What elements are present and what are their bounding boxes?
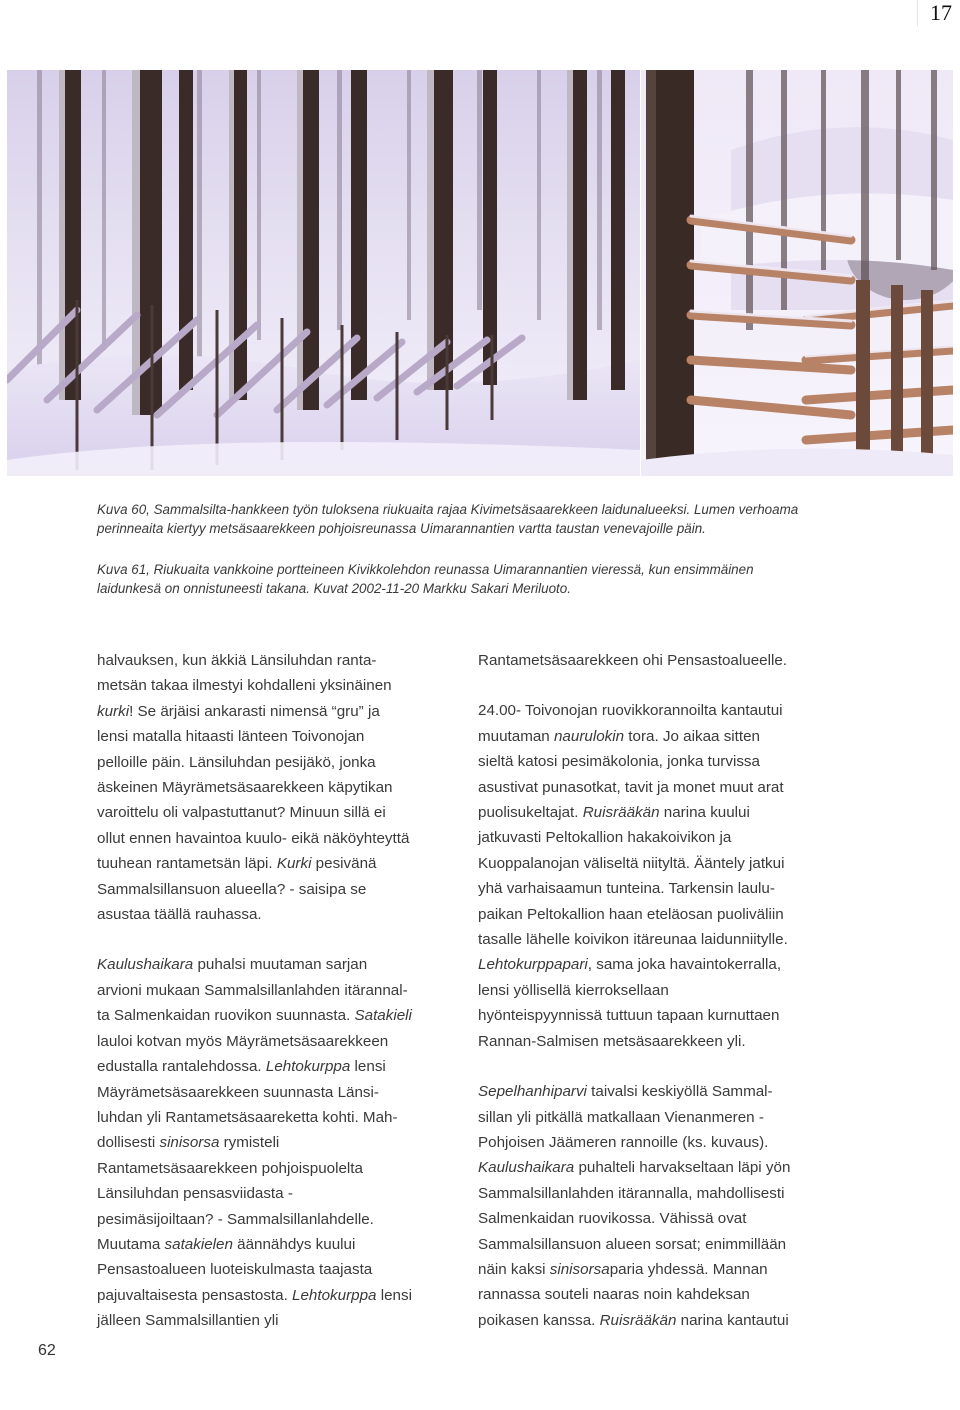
text-line: [478, 1181, 848, 1206]
text-line: [97, 1029, 467, 1054]
text-segment: pesivänä: [311, 855, 377, 873]
text-line: [97, 775, 467, 800]
caption-kuva-61: Kuva 61, Riukuaita vankkoine portteineen Kivikkolehdon reunassa Uimarannantien vieressä, kun ensimmäinen laidunkesä on onnistuneesti takana. Kuvat 2002-11-20 Markku Sakari Meriluoto.: [97, 562, 754, 596]
text-segment: varoittelu oli valpastuttanut? Minuun sillä ei: [97, 804, 386, 822]
text-segment: paria yhdessä. Mannan: [609, 1260, 768, 1278]
text-segment: Kuoppalanojan väliseltä niityltä. Ääntely jatkui: [478, 854, 785, 872]
species-name: sinisorsa: [549, 1260, 610, 1278]
paragraph: [97, 648, 467, 927]
text-line: [97, 1207, 467, 1232]
text-segment: sillan yli pitkällä matkallaan Vienanmeren -: [478, 1108, 764, 1126]
text-line: [97, 1232, 467, 1257]
text-segment: näin kaksi: [478, 1260, 550, 1278]
text-segment: lauloi kotvan myös Mäyrämetsäsaarekkeen: [97, 1032, 389, 1050]
species-name: naurulokin: [553, 727, 625, 745]
photo-fence-gate: [641, 70, 953, 476]
text-segment: Salmenkaidan ruovikossa. Vähissä ovat: [478, 1210, 747, 1228]
text-line: [97, 800, 467, 825]
text-line: [478, 1105, 848, 1130]
species-name: kurki: [97, 702, 130, 720]
text-segment: jatkuvasti Peltokallion hakakoivikon ja: [478, 829, 732, 847]
text-segment: Muutama: [97, 1235, 165, 1253]
text-column-left: [97, 648, 467, 1359]
text-line: [97, 1054, 467, 1079]
text-segment: rannassa souteli naaras noin kahdeksan: [478, 1286, 750, 1304]
text-segment: arvioni mukaan Sammalsillanlahden itärannal-: [97, 981, 408, 999]
text-line: [97, 699, 467, 724]
text-segment: yhä varhaisaamun tunteina. Tarkensin laulu-: [478, 880, 775, 898]
species-name: Sepelhanhiparvi: [478, 1083, 587, 1101]
text-segment: halvauksen, kun äkkiä Länsiluhdan ranta-: [97, 652, 377, 669]
text-segment: Sammalsillansuon alueen sorsat; enimmillään: [478, 1235, 787, 1253]
text-segment: Sammalsillansuon alueella? - saisipa se: [97, 880, 367, 898]
text-line: [97, 877, 467, 902]
text-line: [478, 1003, 848, 1028]
text-segment: asustivat punasotkat, tavit ja monet muut arat: [478, 778, 784, 796]
text-segment: pesimäsijoiltaan? - Sammalsillanlahdelle.: [97, 1210, 374, 1228]
text-segment: tora. Jo aikaa sitten: [624, 727, 760, 745]
text-segment: narina kuului: [659, 804, 750, 822]
text-line: [478, 825, 848, 850]
text-line: [478, 1282, 848, 1307]
text-line: [97, 750, 467, 775]
text-segment: asustaa täällä rauhassa.: [97, 906, 262, 924]
text-line: [478, 749, 848, 774]
text-line: [97, 952, 467, 977]
species-name: Lehtokurppa: [265, 1058, 351, 1076]
text-segment: puolisukeltajat.: [478, 804, 583, 822]
text-line: [97, 851, 467, 876]
text-segment: Rantametsäsaarekkeen ohi Pensastoalueelle.: [478, 652, 788, 669]
text-line: [97, 978, 467, 1003]
species-name: Satakieli: [354, 1007, 412, 1025]
text-segment: Rantametsäsaarekkeen pohjoispuolelta: [97, 1159, 363, 1177]
caption-kuva-60: Kuva 60, Sammalsilta-hankkeen työn tuloksena riukuaita rajaa Kivimetsäsaarekkeen laidunalueeksi. Lumen verhoama perinneaita kiertyy metsäsaarekkeen pohjoisreunassa Uimarannantien vartta taustan venevajoille päin.: [97, 502, 799, 536]
page-number: 62: [38, 1342, 56, 1359]
species-name: Kaulushaikara: [478, 1159, 575, 1177]
text-line: [478, 1130, 848, 1155]
text-line: [97, 673, 467, 698]
text-segment: metsän takaa ilmestyi kohdalleni yksinäinen: [97, 677, 392, 695]
text-line: [478, 1155, 848, 1180]
paragraph: [478, 648, 848, 673]
text-line: [97, 826, 467, 851]
text-line: [478, 775, 848, 800]
pdf-page-number: 17: [917, 0, 960, 26]
text-line: [97, 1283, 467, 1308]
text-segment: taivalsi keskiyöllä Sammal-: [586, 1083, 773, 1101]
species-name: Ruisrääkän: [599, 1311, 677, 1329]
text-segment: lensi: [350, 1058, 386, 1076]
text-line: [478, 698, 848, 723]
text-segment: äskeinen Mäyrämetsäsaarekkeen käpytikan: [97, 779, 393, 797]
text-line: [97, 1156, 467, 1181]
text-segment: ! Se ärjäisi ankarasti nimensä “gru” ja: [129, 702, 380, 720]
text-line: [478, 1232, 848, 1257]
text-segment: ollut ennen havaintoa kuulo- eikä näköyhteyttä: [97, 829, 410, 847]
text-line: [478, 851, 848, 876]
text-segment: Mäyrämetsäsaarekkeen suunnasta Länsi-: [97, 1083, 379, 1101]
text-segment: paikan Peltokallion haan eteläosan puoliväliin: [478, 905, 784, 923]
text-line: [97, 724, 467, 749]
text-segment: , sama joka havaintokerralla,: [587, 956, 782, 974]
text-line: [97, 902, 467, 927]
text-line: [478, 1029, 848, 1054]
text-column-right: [478, 648, 848, 1358]
text-segment: pajuvaltaisesta pensastosta.: [97, 1286, 293, 1304]
text-segment: Länsiluhdan pensasviidasta -: [97, 1185, 293, 1203]
text-segment: edustalla rantalehdossa.: [97, 1058, 266, 1076]
photo-strip: [7, 70, 953, 476]
paragraph: [478, 698, 848, 1054]
text-segment: lensi yöllisellä kierroksellaan: [478, 981, 669, 999]
text-line: [97, 1257, 467, 1282]
text-segment: sieltä katosi pesimäkolonia, jonka turvissa: [478, 753, 760, 771]
species-name: Lehtokurppapari: [478, 956, 588, 974]
text-segment: poikasen kanssa.: [478, 1311, 600, 1329]
text-line: [478, 952, 848, 977]
text-line: [478, 800, 848, 825]
text-line: [478, 1079, 848, 1104]
text-segment: dollisesti: [97, 1134, 160, 1152]
text-segment: narina kantautui: [676, 1311, 789, 1329]
paragraph: [97, 952, 467, 1333]
text-segment: lensi matalla hitaasti länteen Toivonojan: [97, 728, 365, 746]
species-name: satakielen: [164, 1235, 233, 1253]
photo-captions: [97, 500, 817, 620]
text-segment: tasalle lähelle koivikon itäreunaa laidunniitylle.: [478, 931, 788, 949]
species-name: Kaulushaikara: [97, 956, 194, 974]
text-line: [478, 1308, 848, 1333]
text-line: [97, 648, 467, 673]
text-line: [478, 927, 848, 952]
text-segment: puhalteli harvakseltaan läpi yön: [574, 1159, 791, 1177]
text-line: [478, 978, 848, 1003]
text-line: [97, 1105, 467, 1130]
text-line: [478, 1206, 848, 1231]
text-segment: pelloille päin. Länsiluhdan pesijäkö, jonka: [97, 753, 376, 771]
text-segment: Pensastoalueen luoteiskulmasta taajasta: [97, 1261, 373, 1279]
text-segment: Rannan-Salmisen metsäsaarekkeen yli.: [478, 1032, 746, 1050]
text-line: [478, 648, 848, 673]
text-segment: lensi: [376, 1286, 412, 1304]
species-name: Lehtokurppa: [292, 1286, 377, 1304]
text-line: [478, 1257, 848, 1282]
text-segment: puhalsi muutaman sarjan: [193, 956, 368, 974]
species-name: Ruisrääkän: [582, 804, 660, 822]
text-segment: muutaman: [478, 727, 554, 745]
text-line: [478, 902, 848, 927]
text-line: [97, 1308, 467, 1333]
text-segment: 24.00- Toivonojan ruovikkorannoilta kantautui: [478, 702, 783, 720]
paragraph: [478, 1079, 848, 1333]
text-segment: äännähdys kuului: [232, 1235, 356, 1253]
text-segment: Sammalsillanlahden itärannalla, mahdollisesti: [478, 1184, 785, 1202]
text-segment: ta Salmenkaidan ruovikon suunnasta.: [97, 1007, 355, 1025]
text-segment: rymisteli: [219, 1134, 280, 1152]
text-segment: jälleen Sammalsillantien yli: [97, 1312, 279, 1330]
text-line: [97, 1003, 467, 1028]
photo-snowy-forest-fence: [7, 70, 640, 476]
text-line: [478, 876, 848, 901]
text-line: [478, 724, 848, 749]
text-segment: luhdan yli Rantametsäsaareketta kohti. Mah-: [97, 1108, 398, 1126]
text-segment: Pohjoisen Jäämeren rannoille (ks. kuvaus).: [478, 1133, 769, 1151]
text-segment: tuuhean rantametsän läpi.: [97, 855, 277, 873]
species-name: sinisorsa: [159, 1134, 220, 1152]
text-line: [97, 1130, 467, 1155]
text-segment: hyönteispyynnissä tuttuun tapaan kurnuttaen: [478, 1007, 780, 1025]
species-name: Kurki: [276, 855, 312, 873]
text-line: [97, 1181, 467, 1206]
text-line: [97, 1080, 467, 1105]
